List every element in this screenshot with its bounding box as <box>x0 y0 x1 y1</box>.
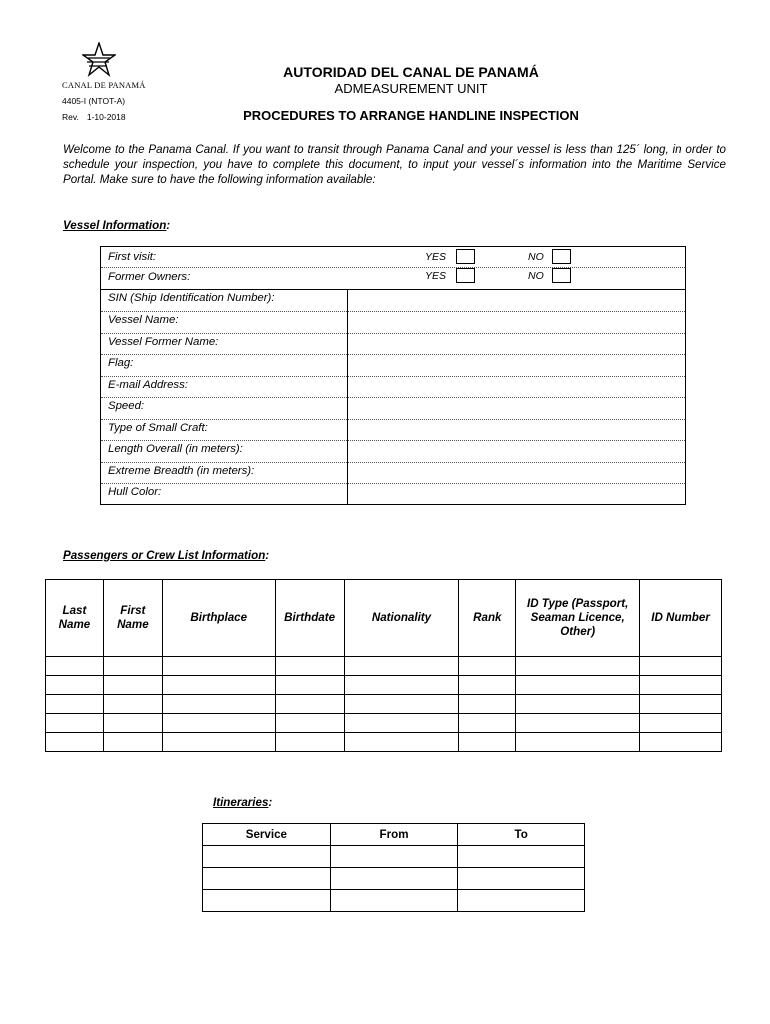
table-cell[interactable] <box>203 868 331 890</box>
header-id-type: ID Type (Passport, Seaman Licence, Other) <box>516 580 640 657</box>
former-owners-no-label: NO <box>528 270 544 282</box>
row-divider <box>101 440 685 441</box>
table-cell[interactable] <box>103 695 162 714</box>
table-cell[interactable] <box>162 657 275 676</box>
vessel-section-title <box>63 219 170 232</box>
field-label-sin: SIN (Ship Identification Number): <box>108 292 275 304</box>
table-cell[interactable] <box>640 657 722 676</box>
table-row <box>46 695 722 714</box>
table-row <box>46 676 722 695</box>
table-cell[interactable] <box>344 714 459 733</box>
former-owners-yes-checkbox[interactable] <box>456 268 475 283</box>
field-label-craft-type: Type of Small Craft: <box>108 422 208 434</box>
header-from: From <box>330 824 458 846</box>
crew-section-colon: : <box>265 549 270 562</box>
header-service: Service <box>203 824 331 846</box>
vessel-section-label: Vessel Information <box>63 219 167 232</box>
table-cell[interactable] <box>275 695 344 714</box>
former-owners-label: Former Owners: <box>108 271 191 283</box>
table-cell[interactable] <box>46 714 104 733</box>
table-cell[interactable] <box>516 714 640 733</box>
table-cell[interactable] <box>458 890 585 912</box>
table-cell[interactable] <box>458 846 585 868</box>
row-divider <box>101 354 685 355</box>
row-divider <box>101 462 685 463</box>
field-label-former-name: Vessel Former Name: <box>108 336 219 348</box>
org-title: AUTORIDAD DEL CANAL DE PANAMÁ <box>283 64 539 80</box>
table-cell[interactable] <box>344 733 459 752</box>
table-cell[interactable] <box>459 733 516 752</box>
document-title: PROCEDURES TO ARRANGE HANDLINE INSPECTION <box>243 108 579 123</box>
header-first-name: First Name <box>103 580 162 657</box>
table-cell[interactable] <box>459 676 516 695</box>
table-cell[interactable] <box>344 657 459 676</box>
itinerary-section-label: Itineraries <box>213 796 269 809</box>
table-cell[interactable] <box>162 676 275 695</box>
row-divider <box>101 289 685 290</box>
first-visit-yes-label: YES <box>425 251 447 263</box>
table-cell[interactable] <box>330 846 458 868</box>
table-cell[interactable] <box>103 714 162 733</box>
rev-label: Rev. <box>62 112 79 122</box>
table-cell[interactable] <box>103 657 162 676</box>
intro-paragraph: Welcome to the Panama Canal. If you want to transit through Panama Canal and your vessel is less than 125´ long, in order to schedule your inspection, you have to complete this document, to input your vessel´s information into the Maritime Service Portal. Make sure to have the following information available: <box>63 143 726 186</box>
field-label-length: Length Overall (in meters): <box>108 443 243 455</box>
header-id-number: ID Number <box>640 580 722 657</box>
table-cell[interactable] <box>640 714 722 733</box>
table-cell[interactable] <box>640 676 722 695</box>
vessel-info-table <box>100 246 686 505</box>
table-row <box>46 714 722 733</box>
first-visit-no-label: NO <box>528 251 544 263</box>
crew-section-title <box>63 549 269 562</box>
unit-title: ADMEASUREMENT UNIT <box>334 81 488 96</box>
row-divider <box>101 311 685 312</box>
table-cell[interactable] <box>344 695 459 714</box>
table-cell[interactable] <box>46 676 104 695</box>
itinerary-table <box>202 823 585 912</box>
field-label-hull-color: Hull Color: <box>108 486 162 498</box>
row-divider <box>101 419 685 420</box>
field-label-flag: Flag: <box>108 357 134 369</box>
table-cell[interactable] <box>103 676 162 695</box>
table-cell[interactable] <box>162 733 275 752</box>
row-divider <box>101 397 685 398</box>
table-cell[interactable] <box>162 714 275 733</box>
field-label-speed: Speed: <box>108 400 145 412</box>
itinerary-header-row <box>203 824 585 846</box>
table-cell[interactable] <box>459 657 516 676</box>
first-visit-label: First visit: <box>108 251 157 263</box>
table-cell[interactable] <box>275 676 344 695</box>
table-row <box>46 657 722 676</box>
table-cell[interactable] <box>203 890 331 912</box>
table-cell[interactable] <box>516 657 640 676</box>
vessel-section-colon: : <box>166 219 171 232</box>
logo-text: CANAL DE PANAMÁ <box>62 80 146 90</box>
table-cell[interactable] <box>275 733 344 752</box>
field-label-breadth: Extreme Breadth (in meters): <box>108 465 255 477</box>
table-cell[interactable] <box>203 846 331 868</box>
table-cell[interactable] <box>344 676 459 695</box>
table-cell[interactable] <box>103 733 162 752</box>
header-birthplace: Birthplace <box>162 580 275 657</box>
table-cell[interactable] <box>516 676 640 695</box>
row-divider <box>101 483 685 484</box>
itinerary-section-colon: : <box>268 796 273 809</box>
table-cell[interactable] <box>458 868 585 890</box>
table-cell[interactable] <box>275 657 344 676</box>
rev-date: 1-10-2018 <box>86 112 126 122</box>
first-visit-yes-checkbox[interactable] <box>456 249 475 264</box>
table-row <box>203 846 585 868</box>
itinerary-section-title <box>213 796 272 809</box>
table-cell[interactable] <box>459 714 516 733</box>
header-rank: Rank <box>459 580 516 657</box>
crew-header-row <box>46 580 722 657</box>
table-cell[interactable] <box>640 695 722 714</box>
header-last-name: Last Name <box>46 580 104 657</box>
field-label-email: E-mail Address: <box>108 379 188 391</box>
table-cell[interactable] <box>46 657 104 676</box>
form-number: 4405-I (NTOT-A) <box>62 96 126 106</box>
table-cell[interactable] <box>516 733 640 752</box>
table-cell[interactable] <box>330 890 458 912</box>
crew-list-table <box>45 579 722 752</box>
first-visit-no-checkbox[interactable] <box>552 249 571 264</box>
header-birthdate: Birthdate <box>275 580 344 657</box>
table-cell[interactable] <box>330 868 458 890</box>
field-label-vessel-name: Vessel Name: <box>108 314 179 326</box>
header-to: To <box>458 824 585 846</box>
crew-section-label: Passengers or Crew List Information <box>63 549 266 562</box>
table-row <box>203 868 585 890</box>
table-cell[interactable] <box>516 695 640 714</box>
first-visit-row <box>101 249 685 267</box>
table-row <box>203 890 585 912</box>
table-cell[interactable] <box>46 733 104 752</box>
table-cell[interactable] <box>459 695 516 714</box>
table-row <box>46 733 722 752</box>
table-cell[interactable] <box>640 733 722 752</box>
header-nationality: Nationality <box>344 580 459 657</box>
row-divider <box>101 267 685 268</box>
table-cell[interactable] <box>46 695 104 714</box>
former-owners-row <box>101 269 685 287</box>
former-owners-yes-label: YES <box>425 270 447 282</box>
row-divider <box>101 376 685 377</box>
table-cell[interactable] <box>275 714 344 733</box>
row-divider <box>101 333 685 334</box>
table-cell[interactable] <box>162 695 275 714</box>
former-owners-no-checkbox[interactable] <box>552 268 571 283</box>
